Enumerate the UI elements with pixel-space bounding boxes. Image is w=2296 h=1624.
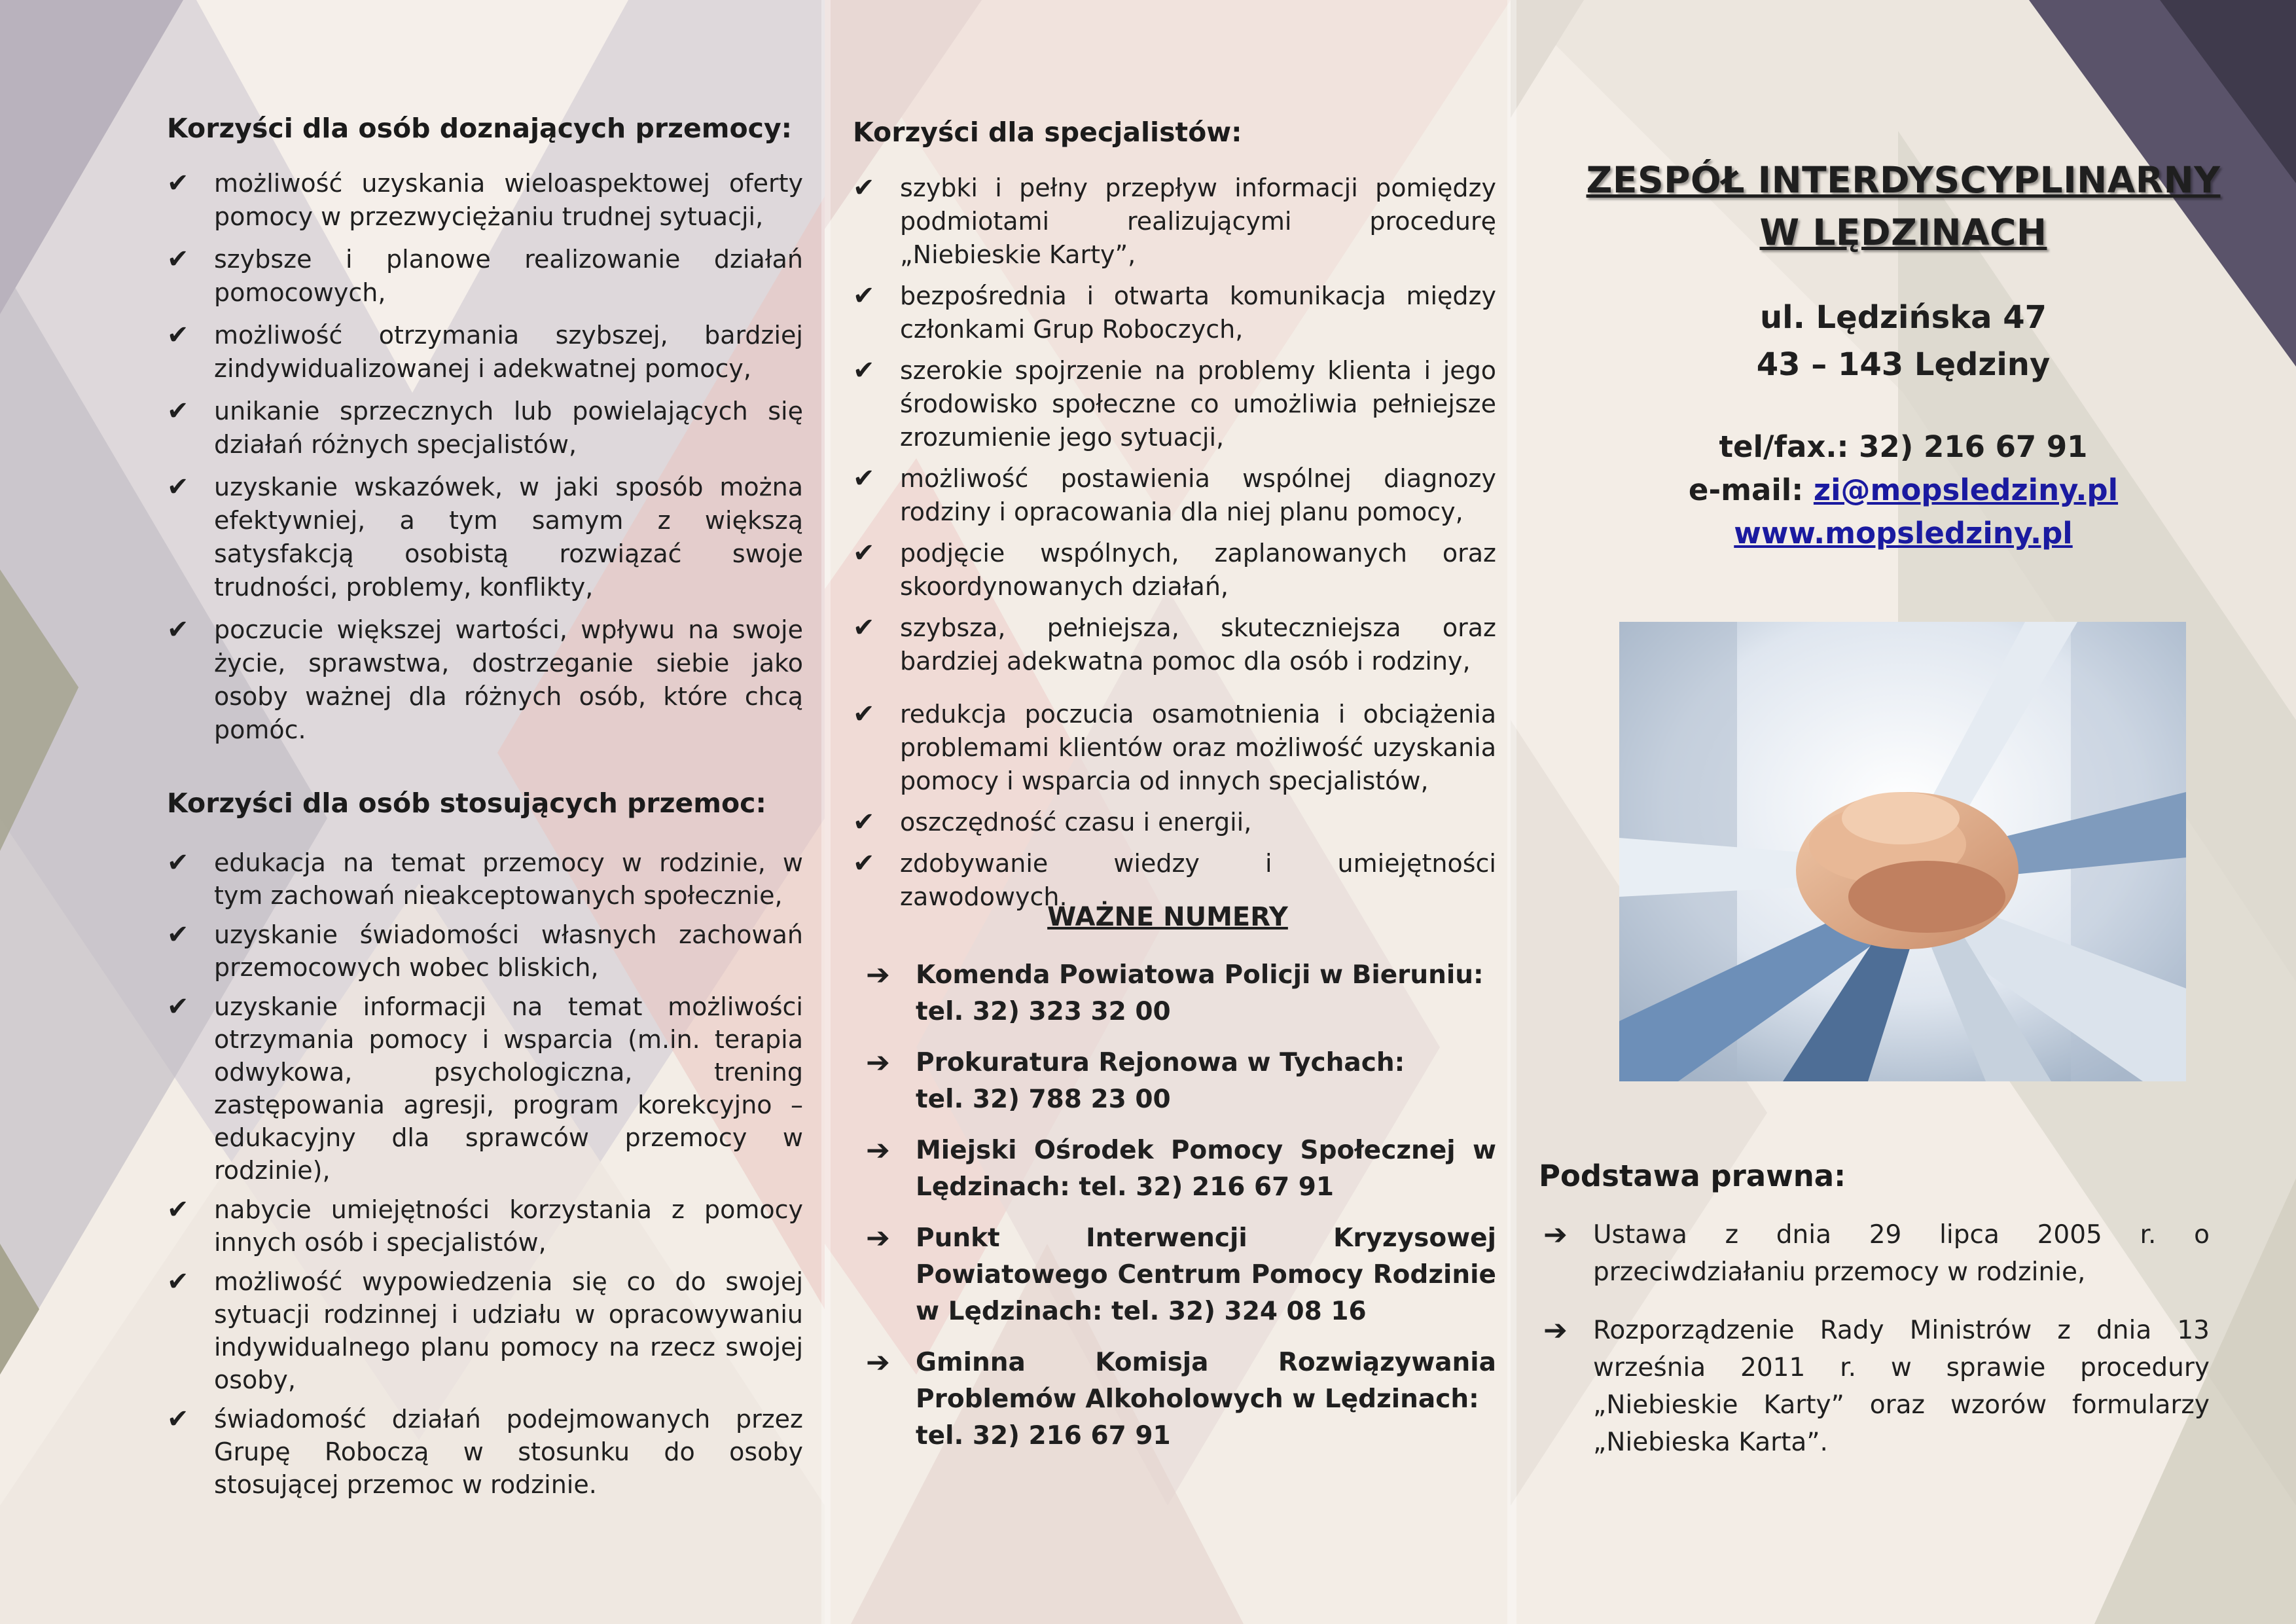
list-item: ✔ uzyskanie wskazówek, w jaki sposób można efektywniej, a tym samym z większą satysfakcją osobistą rozwiązać swoje trudności, problemy, konflikty, (167, 472, 803, 602)
right-arrow-icon: ➔ (866, 958, 890, 992)
left-panel (0, 0, 825, 1624)
right-arrow-icon: ➔ (866, 1221, 890, 1255)
list-item: ✔ szybki i pełny przepływ informacji pomiędzy podmiotami realizującymi procedurę „Niebieskie Karty”, (853, 173, 1496, 269)
stacked-hands-photo (1619, 622, 2186, 1081)
list-item: ✔ możliwość otrzymania szybszej, bardziej zindywidualizowanej i adekwatnej pomocy, (167, 320, 803, 383)
check-mark-icon: ✔ (853, 355, 875, 386)
perpetrators-benefits-heading: Korzyści dla osób stosujących przemoc: (167, 787, 766, 819)
list-item: ✔ szybsze i planowe realizowanie działań pomocowych, (167, 244, 803, 307)
check-mark-icon: ✔ (167, 920, 189, 950)
list-item: ✔ edukacja na temat przemocy w rodzinie, w tym zachowań nieakceptowanych społecznie, (167, 848, 803, 910)
list-item: ➔ Rozporządzenie Rady Ministrów z dnia 13 września 2011 r. w sprawie procedury „Niebieskie Karty” oraz wzorów formularzy „Niebieska Karta”. (1543, 1312, 2210, 1461)
list-item: ✔ bezpośrednia i otwarta komunikacja między członkami Grup Roboczych, (853, 281, 1496, 344)
list-item: ✔ oszczędność czasu i energii, (853, 806, 1496, 839)
list-item: ✔ szerokie spojrzenie na problemy klienta i jego środowisko społeczne co umożliwia pełniejsze zrozumienie jego sytuacji, (853, 355, 1496, 452)
list-item: ✔ zdobywanie wiedzy i umiejętności zawodowych. (853, 848, 1496, 911)
email-link[interactable]: zi@mopsledziny.pl (1813, 473, 2119, 507)
email-label: e-mail: (1688, 473, 1814, 507)
check-mark-icon: ✔ (853, 848, 875, 878)
list-item: ➔ Komenda Powiatowa Policji w Bieruniu: tel. 32) 323 32 00 (866, 958, 1484, 1026)
list-item: ➔ Prokuratura Rejonowa w Tychach: tel. 32) 788 23 00 (866, 1046, 1405, 1114)
check-mark-icon: ✔ (853, 807, 875, 837)
important-numbers-heading: WAŻNE NUMERY (1047, 902, 1288, 932)
check-mark-icon: ✔ (167, 472, 189, 502)
list-item: ➔ Gminna Komisja Rozwiązywania Problemów Alkoholowych w Lędzinach: tel. 32) 216 67 91 (866, 1346, 1496, 1451)
list-item: ✔ redukcja poczucia osamotnienia i obciążenia problemami klientów oraz możliwość uzyskania pomocy i wsparcia od innych specjalistów, (853, 699, 1496, 795)
legal-basis-list (1543, 1216, 2210, 1482)
check-mark-icon: ✔ (167, 1404, 189, 1434)
right-arrow-icon: ➔ (1543, 1314, 1568, 1347)
list-item: ➔ Punkt Interwencji Kryzysowej Powiatowego Centrum Pomocy Rodzinie w Lędzinach: tel. 32) 324 08 16 (866, 1221, 1496, 1326)
organization-title: ZESPÓŁ INTERDYSCYPLINARNY W LĘDZINACH (1586, 159, 2221, 253)
right-arrow-icon: ➔ (1543, 1218, 1568, 1252)
address-street: ul. Lędzińska 47 (1759, 299, 2047, 336)
list-item: ➔ Ustawa z dnia 29 lipca 2005 r. o przeciwdziałaniu przemocy w rodzinie, (1543, 1216, 2210, 1291)
right-arrow-icon: ➔ (866, 1134, 890, 1167)
check-mark-icon: ✔ (167, 992, 189, 1022)
list-item: ✔ uzyskanie świadomości własnych zachowań przemocowych wobec bliskich, (167, 920, 803, 982)
check-mark-icon: ✔ (853, 281, 875, 311)
check-mark-icon: ✔ (167, 244, 189, 274)
middle-panel (825, 0, 1511, 1624)
list-item: ✔ uzyskanie informacji na temat możliwości otrzymania pomocy i wsparcia (m.in. terapia odwykowa, psychologiczna, trening zastępowania agresji, program korekcyjno – edukacyjny dla sprawców przemocy w rodzinie), (167, 992, 803, 1185)
list-item: ✔ podjęcie wspólnych, zaplanowanych oraz skoordynowanych działań, (853, 538, 1496, 601)
check-mark-icon: ✔ (167, 320, 189, 350)
important-numbers-list (866, 957, 1496, 1469)
victims-benefits-heading: Korzyści dla osób doznających przemocy: (167, 113, 793, 144)
phone-fax: tel/fax.: 32) 216 67 91 (1719, 429, 2088, 464)
check-mark-icon: ✔ (853, 699, 875, 729)
right-arrow-icon: ➔ (866, 1346, 890, 1379)
list-item: ➔ Miejski Ośrodek Pomocy Społecznej w Lędzinach: tel. 32) 216 67 91 (866, 1134, 1496, 1202)
list-item: ✔ unikanie sprzecznych lub powielających się działań różnych specjalistów, (167, 396, 803, 459)
legal-basis-heading: Podstawa prawna: (1539, 1159, 1846, 1193)
check-mark-icon: ✔ (853, 463, 875, 494)
check-mark-icon: ✔ (853, 613, 875, 643)
list-item: ✔ szybsza, pełniejsza, skuteczniejsza oraz bardziej adekwatna pomoc dla osób i rodziny, (853, 613, 1496, 676)
check-mark-icon: ✔ (167, 168, 189, 198)
list-item: ✔ możliwość uzyskania wieloaspektowej oferty pomocy w przezwyciężaniu trudnej sytuacji, (167, 168, 803, 231)
list-item: ✔ możliwość wypowiedzenia się co do swojej sytuacji rodzinnej i udziału w opracowywaniu indywidualnego planu pomocy na rzecz swojej osoby, (167, 1267, 803, 1394)
check-mark-icon: ✔ (167, 1267, 189, 1297)
website-link[interactable]: www.mopsledziny.pl (1734, 516, 2073, 550)
list-item: ✔ poczucie większej wartości, wpływu na swoje życie, sprawstwa, dostrzeganie siebie jako osoby ważnej dla różnych osób, które chcą pomóc. (167, 615, 803, 744)
right-panel (1511, 0, 2296, 1624)
email-line (1511, 469, 2296, 512)
check-mark-icon: ✔ (167, 615, 189, 645)
victims-benefits-list (167, 167, 803, 756)
check-mark-icon: ✔ (853, 173, 875, 203)
specialists-benefits-list (853, 171, 1496, 922)
check-mark-icon: ✔ (853, 538, 875, 568)
specialists-benefits-heading: Korzyści dla specjalistów: (853, 117, 1242, 148)
website-line (1511, 512, 2296, 555)
check-mark-icon: ✔ (167, 848, 189, 878)
address-city: 43 – 143 Lędziny (1756, 346, 2051, 383)
list-item: ✔ nabycie umiejętności korzystania z pomocy innych osób i specjalistów, (167, 1195, 803, 1257)
perpetrators-benefits-list (167, 846, 803, 1507)
check-mark-icon: ✔ (167, 396, 189, 426)
right-arrow-icon: ➔ (866, 1046, 890, 1079)
list-item: ✔ świadomość działań podejmowanych przez Grupę Roboczą w stosunku do osoby stosującej przemoc w rodzinie. (167, 1404, 803, 1499)
check-mark-icon: ✔ (167, 1195, 189, 1225)
list-item: ✔ możliwość postawienia wspólnej diagnozy rodziny i opracowania dla niej planu pomocy, (853, 463, 1496, 526)
